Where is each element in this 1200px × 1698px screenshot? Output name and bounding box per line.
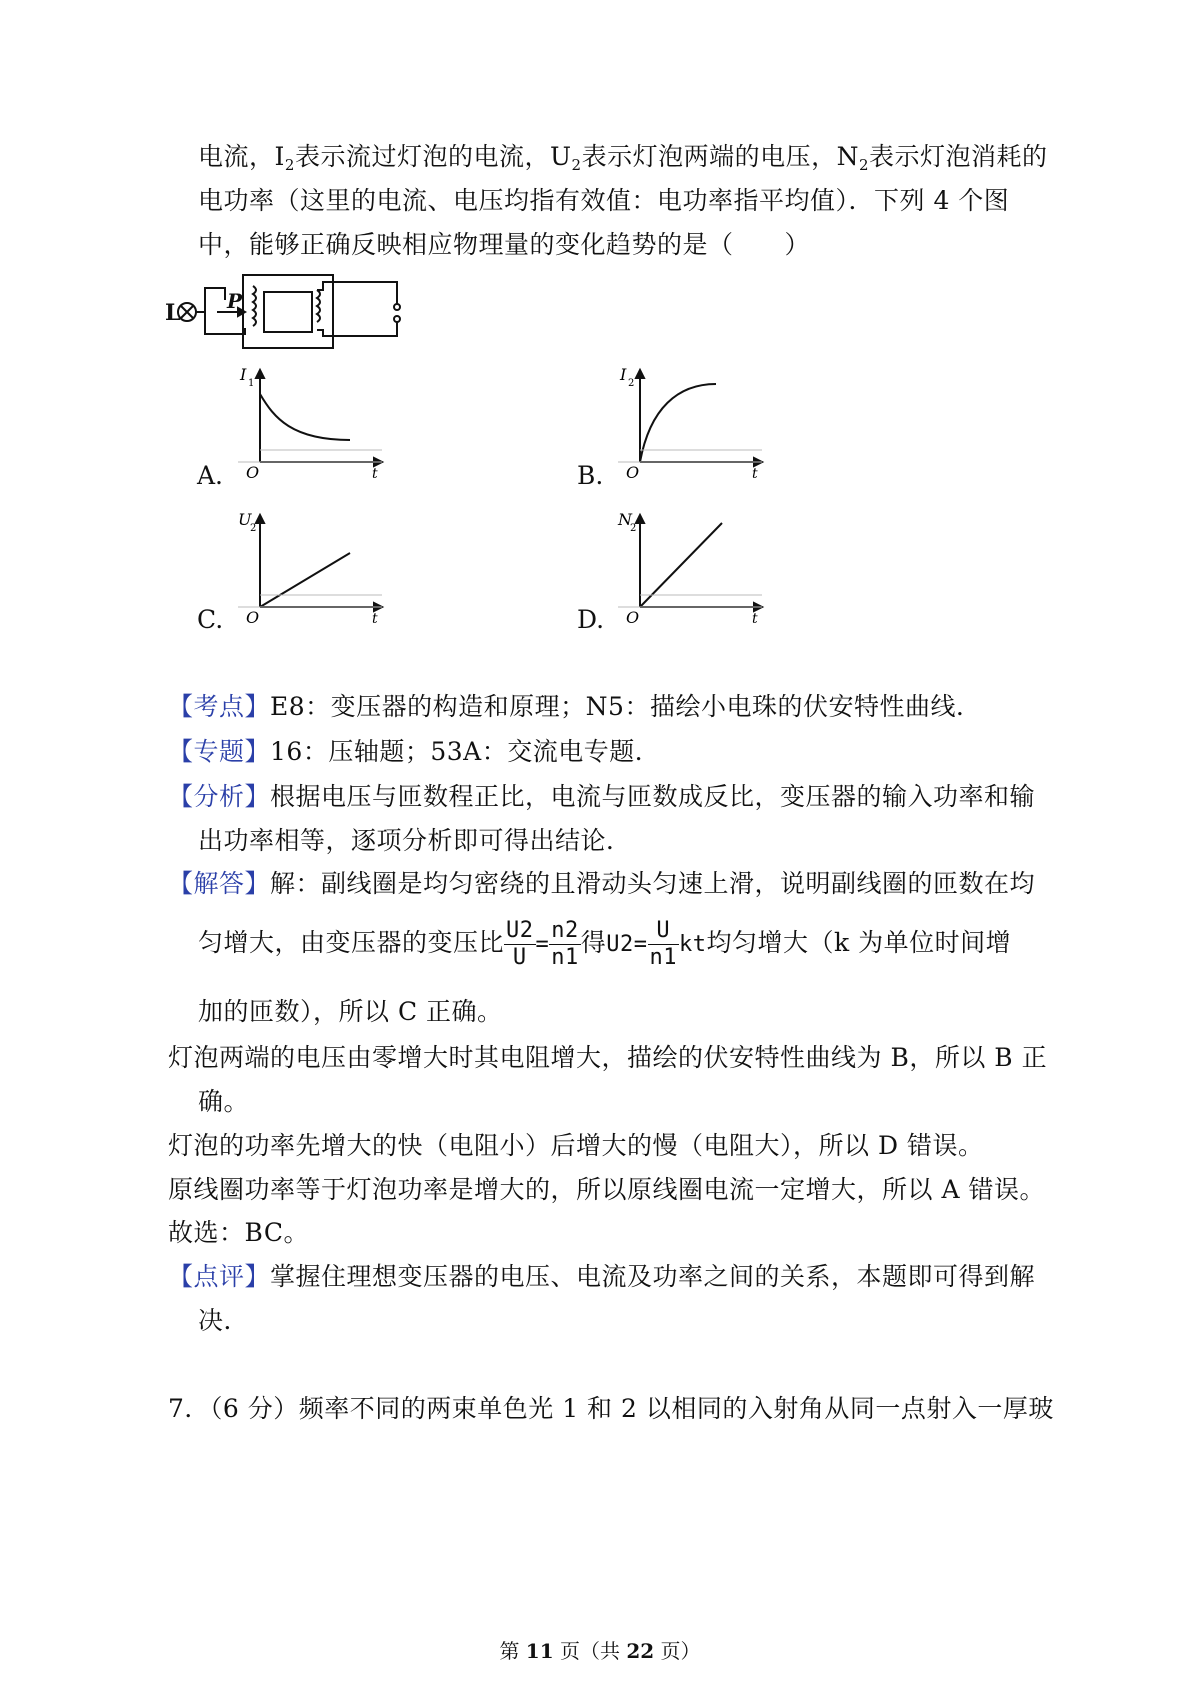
para-2-line-2: 确。 — [198, 1087, 250, 1116]
para-2-line-1: 灯泡两端的电压由零增大时其电阻增大，描绘的伏安特性曲线为 B，所以 B 正 — [168, 1043, 1048, 1072]
jieda-line-3: 加的匝数），所以 C 正确。 — [198, 997, 503, 1026]
option-b-label: B. — [577, 461, 604, 490]
svg-text:2: 2 — [630, 523, 637, 534]
graph-c-line — [260, 553, 350, 607]
transformer-circuit-diagram — [165, 268, 425, 358]
svg-text:I: I — [240, 365, 247, 384]
svg-text:O: O — [246, 463, 260, 482]
intro-line-3: 中，能够正确反映相应物理量的变化趋势的是（ ） — [198, 230, 811, 259]
fenxi-line-2: 出功率相等，逐项分析即可得出结论． — [198, 826, 632, 855]
next-question: 7．（6 分）频率不同的两束单色光 1 和 2 以相同的入射角从同一点射入一厚玻 — [168, 1394, 1054, 1423]
slider-label: P — [227, 289, 243, 313]
svg-text:2: 2 — [628, 378, 635, 389]
fenxi-line-1: 【分析】根据电压与匝数程正比，电流与匝数成反比，变压器的输入功率和输 — [168, 782, 1036, 811]
svg-text:1: 1 — [248, 378, 255, 389]
fenxi-tag: 【分析】 — [168, 782, 271, 811]
graph-b — [612, 360, 772, 485]
svg-text:t: t — [752, 466, 758, 482]
svg-text:t: t — [372, 466, 378, 482]
page-total: 22 — [626, 1639, 655, 1663]
graph-d — [612, 505, 772, 630]
graph-c — [232, 505, 392, 630]
kaodian-line: 【考点】E8：变压器的构造和原理；N5：描绘小电珠的伏安特性曲线． — [168, 692, 982, 721]
para-3: 灯泡的功率先增大的快（电阻小）后增大的慢（电阻大），所以 D 错误。 — [168, 1131, 984, 1160]
option-d-label: D. — [577, 605, 605, 634]
intro-line-1: 电流，$I_2$表示流过灯泡的电流，$U_2$表示灯泡两端的电压，$N_2$表示灯泡消耗的 — [198, 142, 1048, 174]
dianping-tag: 【点评】 — [168, 1262, 271, 1291]
option-a-label: A. — [197, 461, 224, 490]
svg-text:U: U — [238, 510, 252, 529]
dianping-line-2: 决． — [198, 1306, 250, 1335]
page-footer: 第 11 页（共 22 页） — [499, 1639, 701, 1663]
lamp-label: L — [165, 300, 181, 326]
svg-text:O: O — [246, 608, 260, 627]
svg-text:N: N — [618, 510, 632, 529]
svg-text:t: t — [752, 611, 758, 627]
svg-text:O: O — [626, 463, 640, 482]
graph-a — [232, 360, 392, 485]
svg-text:I: I — [620, 365, 627, 384]
graph-d-line — [640, 523, 722, 607]
para-4: 原线圈功率等于灯泡功率是增大的，所以原线圈电流一定增大，所以 A 错误。 — [168, 1175, 1045, 1204]
page-number: 11 — [525, 1639, 554, 1663]
option-c-label: C. — [197, 605, 224, 634]
zhuanti-tag: 【专题】 — [168, 737, 271, 766]
intro-line-2: 电功率（这里的电流、电压均指有效值：电功率指平均值）．下列 4 个图 — [198, 186, 1010, 215]
jieda-line-2: 匀增大，由变压器的变压比 $\frac{U2}{U}$ = $\frac{n2}{n1}$ 得U2= $\frac{U}{n1}$ kt均匀增大（k 为单位时间增 — [198, 918, 1012, 970]
svg-text:t: t — [372, 611, 378, 627]
svg-text:2: 2 — [250, 523, 257, 534]
para-answer: 故选：BC。 — [168, 1218, 309, 1247]
svg-text:O: O — [626, 608, 640, 627]
ratio-u-n1: $\frac{U}{n1}$ — [649, 918, 678, 970]
jieda-tag: 【解答】 — [168, 869, 271, 898]
zhuanti-line: 【专题】16：压轴题；53A：交流电专题． — [168, 737, 661, 766]
dianping-line-1: 【点评】掌握住理想变压器的电压、电流及功率之间的关系，本题即可得到解 — [168, 1262, 1036, 1291]
jieda-line-1: 【解答】解：副线圈是均匀密绕的且滑动头匀速上滑，说明副线圈的匝数在均 — [168, 869, 1036, 898]
ratio-u2-u: $\frac{U2}{U}$ — [506, 918, 534, 970]
graph-a-curve — [260, 394, 350, 440]
kaodian-tag: 【考点】 — [168, 692, 271, 721]
ratio-n2-n1: $\frac{n2}{n1}$ — [551, 918, 579, 970]
